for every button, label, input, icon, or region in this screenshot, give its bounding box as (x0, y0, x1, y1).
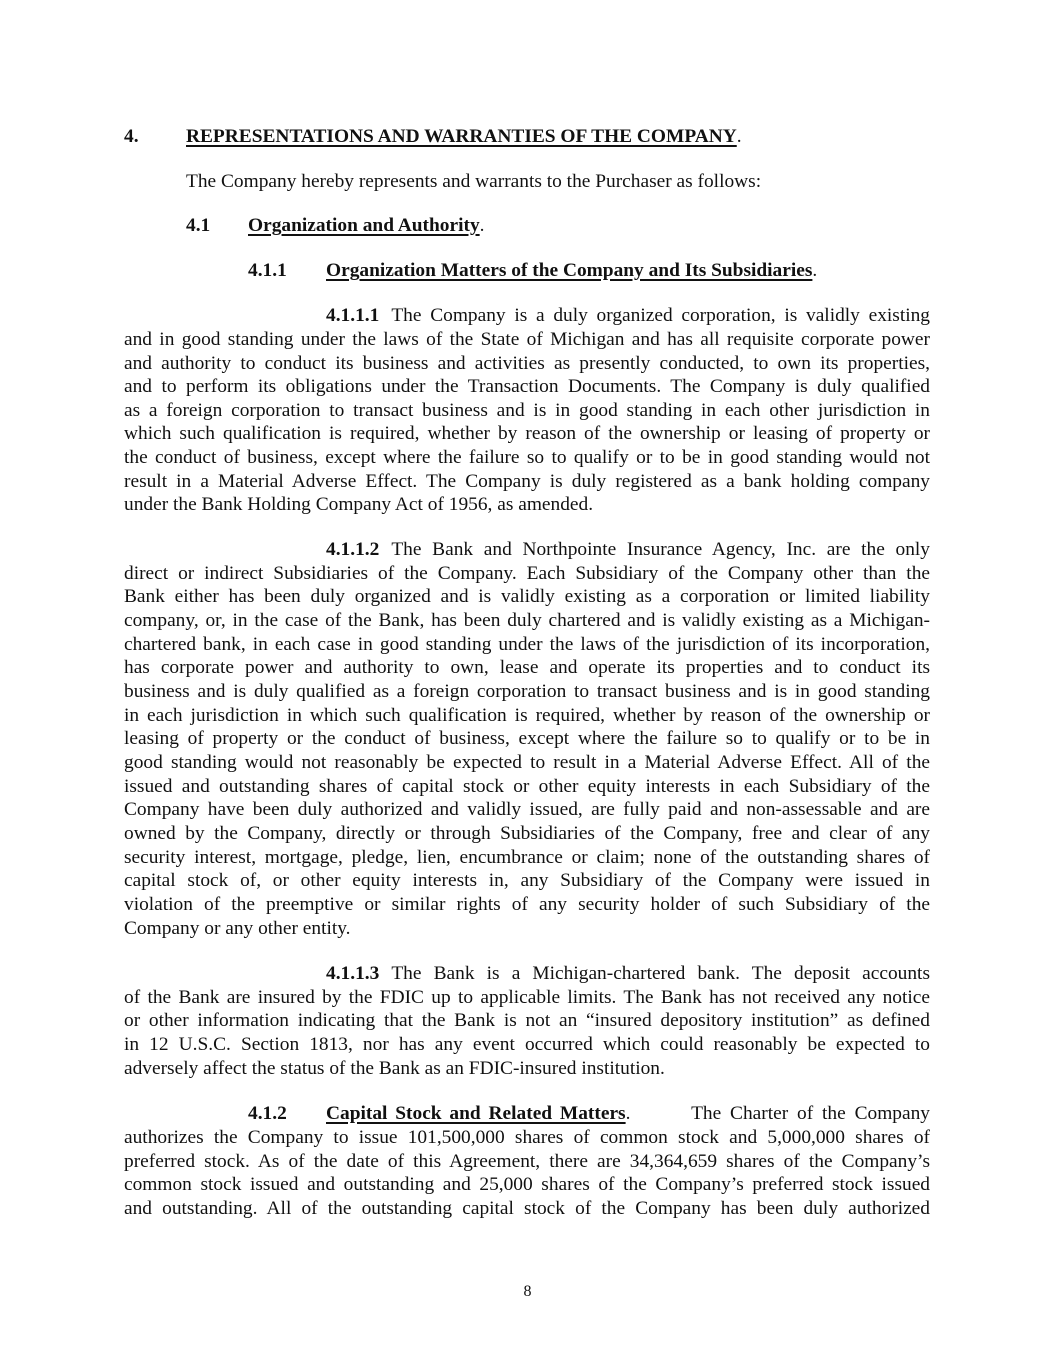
paragraph-title: Capital Stock and Related Matters (326, 1103, 626, 1124)
paragraph-line: as a foreign corporation to transact business and is in good standing in each other jurisdiction in (124, 400, 930, 421)
paragraph-line: issued and outstanding shares of capital stock or other equity interests in each Subsidiary of the (124, 776, 930, 797)
paragraph-line: 4.1.1.3 The Bank is a Michigan-chartered bank. The deposit accounts (326, 963, 930, 984)
paragraph-number: 4.1.1.2 (326, 539, 380, 560)
paragraph-line: adversely affect the status of the Bank as an FDIC-insured institution. (124, 1058, 665, 1079)
paragraph-line: Company have been duly authorized and validly issued, are fully paid and non-assessable and are (124, 799, 930, 820)
paragraph-line: capital stock of, or other equity interests in, any Subsidiary of the Company were issued in (124, 870, 930, 891)
paragraph-number: 4.1.2 (248, 1103, 287, 1124)
paragraph-number: 4.1.1.1 (326, 305, 380, 326)
paragraph-line: in each jurisdiction in which such qualification is required, whether by reason of the ownership or (124, 705, 930, 726)
paragraph-line: Bank either has been duly organized and is validly existing as a corporation or limited liability (124, 586, 930, 607)
page-number: 8 (523, 1283, 532, 1300)
paragraph-line: chartered bank, in each case in good standing under the laws of the jurisdiction of its incorporation, (124, 634, 930, 655)
subsection-number: 4.1 (186, 215, 211, 236)
paragraph-line: preferred stock. As of the date of this Agreement, there are 34,364,659 shares of the Company’s (124, 1151, 930, 1172)
paragraph-line: common stock issued and outstanding and 25,000 shares of the Company’s preferred stock issued (124, 1174, 930, 1195)
subsection-title: Organization Matters of the Company and Its Subsidiaries (326, 260, 813, 281)
paragraph-line: and to perform its obligations under the Transaction Documents. The Company is duly qualified (124, 376, 930, 397)
section-intro: The Company hereby represents and warrants to the Purchaser as follows: (186, 171, 762, 192)
paragraph-line: 4.1.1.2 The Bank and Northpointe Insurance Agency, Inc. are the only (326, 539, 930, 560)
subsection-number: 4.1.1 (248, 260, 287, 281)
paragraph-line: or other information indicating that the Bank is not an “insured depository institution” as defined (124, 1010, 930, 1031)
paragraph-line: of the Bank are insured by the FDIC up to applicable limits. The Bank has not received any notice (124, 987, 930, 1008)
paragraph-line: violation of the preemptive or similar rights of any security holder of such Subsidiary of the (124, 894, 930, 915)
subsection-title: Organization and Authority (248, 215, 480, 236)
paragraph-number: 4.1.1.3 (326, 963, 380, 984)
paragraph-line: business and is duly qualified as a foreign corporation to transact business and is in good standing (124, 681, 930, 702)
paragraph-line: the conduct of business, except where the failure so to qualify or to be in good standing would not (124, 447, 930, 468)
paragraph-line: in 12 U.S.C. Section 1813, nor has any event occurred which could reasonably be expected to (124, 1034, 930, 1055)
paragraph-line: and in good standing under the laws of the State of Michigan and has all requisite corporate power (124, 329, 930, 350)
subsection-4-1-1-heading: 4.1.1 Organization Matters of the Company and Its Subsidiaries. (248, 260, 818, 281)
paragraph-line: under the Bank Holding Company Act of 1956, as amended. (124, 494, 594, 515)
paragraph-line: company, or, in the case of the Bank, has been duly chartered and is validly existing as a Michigan- (124, 610, 930, 631)
paragraph-line: good standing would not reasonably be expected to result in a Material Adverse Effect. All of the (124, 752, 930, 773)
paragraph-line: and authority to conduct its business and activities as presently conducted, to own its properties, (124, 353, 930, 374)
paragraph-line: result in a Material Adverse Effect. The Company is duly registered as a bank holding company (124, 471, 930, 492)
paragraph-line: has corporate power and authority to own, lease and operate its properties and to conduct its (124, 657, 930, 678)
section-number: 4. (124, 126, 139, 147)
subsection-4-1-heading: 4.1 Organization and Authority. (186, 215, 485, 236)
section-title: REPRESENTATIONS AND WARRANTIES OF THE COMPANY (186, 126, 737, 147)
paragraph-line: 4.1.2 Capital Stock and Related Matters. The Charter of the Company (248, 1103, 930, 1124)
paragraph-line: security interest, mortgage, pledge, lien, encumbrance or claim; none of the outstanding shares of (124, 847, 930, 868)
paragraph-line: and outstanding. All of the outstanding capital stock of the Company has been duly authorized (124, 1198, 930, 1219)
section-heading: 4. REPRESENTATIONS AND WARRANTIES OF THE COMPANY. (124, 126, 742, 147)
paragraph-line: owned by the Company, directly or through Subsidiaries of the Company, free and clear of any (124, 823, 930, 844)
paragraph-line: 4.1.1.1 The Company is a duly organized corporation, is validly existing (326, 305, 930, 326)
paragraph-line: which such qualification is required, whether by reason of the ownership or leasing of property or (124, 423, 930, 444)
paragraph-line: direct or indirect Subsidiaries of the Company. Each Subsidiary of the Company other than the (124, 563, 930, 584)
paragraph-line: Company or any other entity. (124, 918, 351, 939)
paragraph-line: leasing of property or the conduct of business, except where the failure so to qualify or to be in (124, 728, 930, 749)
paragraph-line: authorizes the Company to issue 101,500,000 shares of common stock and 5,000,000 shares of (124, 1127, 930, 1148)
